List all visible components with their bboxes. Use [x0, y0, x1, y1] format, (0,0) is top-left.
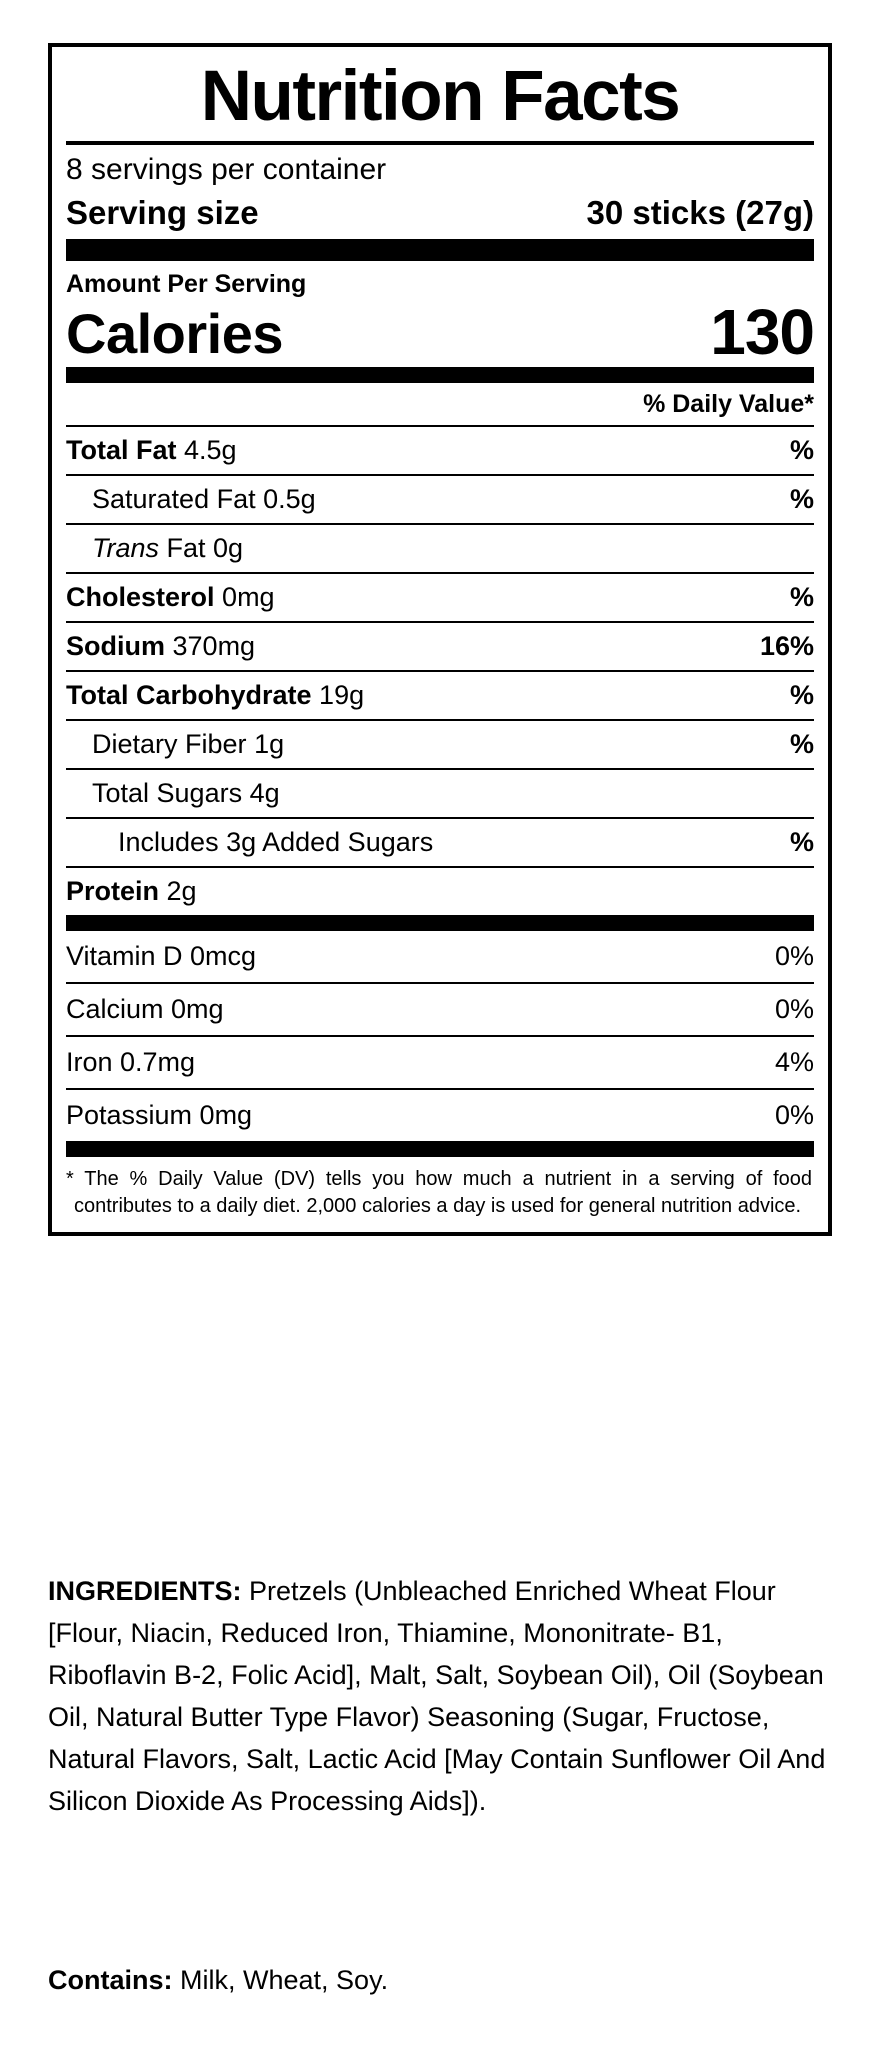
nutrient-amount: Fat 0g: [166, 533, 244, 563]
nutrient-name: Dietary Fiber: [92, 729, 247, 759]
nutrition-facts-panel: [48, 43, 832, 1236]
vitamin-name: Calcium 0mg: [66, 994, 224, 1024]
nutrient-amount: 4g: [249, 778, 280, 808]
nutrient-name: Protein: [66, 876, 160, 906]
contains-block: [48, 1962, 838, 1998]
nutrient-name: Cholesterol: [66, 582, 215, 612]
vitamin-row: [66, 984, 814, 1035]
nutrient-row: [66, 476, 814, 523]
nutrient-name: Total Sugars: [92, 778, 243, 808]
nutrient-dv: %: [789, 680, 814, 710]
ingredients-text: Pretzels (Unbleached Enriched Wheat Flour [Flour, Niacin, Reduced Iron, Thiamine, Mononitrate- B1, Riboflavin B-2, Folic Acid], Malt, Salt, Soybean Oil), Oil (Soybean Oil, Natural Butter Type Flavor) Seasoning (Sugar, Fructose, Natural Flavors, Salt, Lactic Acid [May Contain Sunflower Oil And Silicon Dioxide As Processing Aids]).: [48, 1576, 826, 1816]
vitamin-row: [66, 1037, 814, 1088]
nutrient-dv: %: [789, 827, 814, 857]
serving-size-value: 30 sticks (27g): [586, 194, 814, 231]
daily-value-header: % Daily Value*: [643, 390, 814, 418]
nutrient-name: Trans: [92, 533, 160, 563]
ingredients-heading: INGREDIENTS:: [48, 1576, 242, 1606]
nutrient-amount: 1g: [254, 729, 285, 759]
nutrient-row: [66, 427, 814, 474]
nutrient-name: Saturated Fat: [92, 484, 256, 514]
nutrient-amount: 370mg: [172, 631, 256, 661]
footnote-asterisk: *: [66, 1168, 74, 1190]
contains-text: Milk, Wheat, Soy.: [180, 1965, 389, 1995]
nutrient-dv: %: [789, 582, 814, 612]
calories-label: Calories: [66, 302, 283, 365]
divider-thick-2: [66, 367, 814, 383]
nutrient-row: [66, 574, 814, 621]
nutrient-name: Includes 3g Added Sugars: [118, 827, 434, 857]
nutrient-dv: %: [789, 435, 814, 465]
vitamin-dv: 0%: [774, 941, 814, 971]
ingredients-block: [48, 1570, 838, 1822]
nutrient-dv: %: [789, 484, 814, 514]
vitamin-dv: 0%: [774, 994, 814, 1024]
nutrient-name: Sodium: [66, 631, 165, 661]
servings-per-container: 8 servings per container: [66, 153, 387, 186]
nutrient-row: [66, 770, 814, 817]
nutrient-row: [66, 819, 814, 866]
divider-thick-4: [66, 1141, 814, 1157]
nutrient-name: Total Carbohydrate: [66, 680, 312, 710]
nutrient-amount: 2g: [166, 876, 197, 906]
nutrient-dv: %: [789, 729, 814, 759]
vitamin-dv: 4%: [774, 1047, 814, 1077]
divider-thick: [66, 239, 814, 261]
daily-value-footnote: [66, 1157, 814, 1222]
serving-size-row: [66, 191, 814, 239]
nutrient-row: [66, 868, 814, 915]
divider-thick-3: [66, 915, 814, 931]
vitamin-name: Iron 0.7mg: [66, 1047, 196, 1077]
footnote-text: The % Daily Value (DV) tells you how much a nutrient in a serving of food contributes to a daily diet. 2,000 calories a day is used for general nutrition advice.: [74, 1168, 813, 1217]
nutrient-dv: 16%: [759, 631, 814, 661]
calories-row: [66, 296, 814, 368]
page-title: Nutrition Facts: [200, 57, 680, 136]
nutrient-row: [66, 525, 814, 572]
nutrient-name: Total Fat: [66, 435, 177, 465]
nutrient-row: [66, 623, 814, 670]
vitamin-dv: 0%: [774, 1100, 814, 1130]
vitamin-name: Potassium 0mg: [66, 1100, 253, 1130]
vitamin-name: Vitamin D 0mcg: [66, 941, 257, 971]
serving-size-label: Serving size: [66, 194, 259, 231]
nutrient-amount: 4.5g: [184, 435, 237, 465]
contains-heading: Contains:: [48, 1965, 173, 1995]
nutrient-row: [66, 672, 814, 719]
vitamin-row: [66, 931, 814, 982]
calories-value: 130: [710, 296, 814, 368]
nutrient-amount: 0.5g: [263, 484, 316, 514]
amount-per-serving-label: Amount Per Serving: [66, 270, 307, 298]
vitamin-row: [66, 1090, 814, 1141]
nutrient-row: [66, 721, 814, 768]
nutrient-amount: 0mg: [222, 582, 275, 612]
nutrient-amount: 19g: [319, 680, 365, 710]
